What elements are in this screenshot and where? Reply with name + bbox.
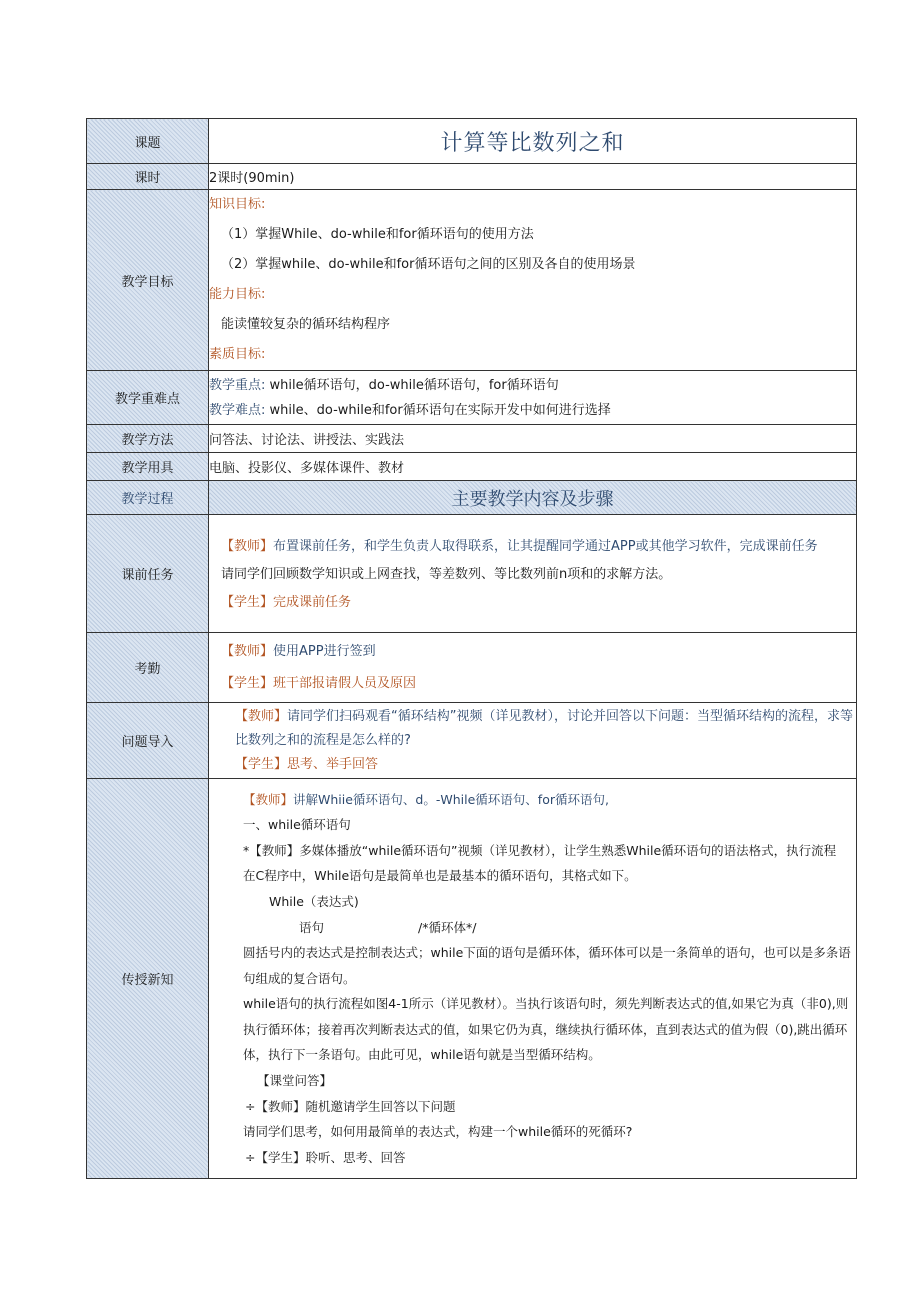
intro-content <box>209 703 857 779</box>
attendance-teacher <box>209 636 856 668</box>
pre-task-teacher-text: 布置课前任务，和学生负责人取得联系，让其提醒同学通过APP或其他学习软件，完成课前任务 <box>273 538 818 554</box>
pre-task-line2: 请同学们回顾数学知识或上网查找，等差数列、等比数列前n项和的求解方法。 <box>221 566 672 582</box>
row-keypoints <box>87 371 857 425</box>
teacher-tag: 【教师】 <box>243 791 294 807</box>
teacher-tag: 【教师】 <box>221 538 274 554</box>
knowledge-item-1: （1）掌握While、do-while和for循环语句的使用方法 <box>221 227 534 242</box>
attendance-teacher-text: 使用APP进行签到 <box>273 643 376 659</box>
intro-teacher-text: 请同学们扫码观看“循环结构”视频（详见教材），讨论并回答以下问题：当型循环结构的流程，求等比数列之和的流程是怎么样的? <box>235 708 853 748</box>
nk-code-stmt: 语句 <box>299 919 325 935</box>
student-tag: 【学生】 <box>235 756 288 772</box>
keypoints-label: 教学重难点 <box>87 371 209 425</box>
diff-label: 教学难点: <box>209 402 266 418</box>
topic-label: 课题 <box>87 119 209 164</box>
row-topic <box>87 119 857 164</box>
diff-text: while、do-while和for循环语句在实际开发中如何进行选择 <box>265 402 611 418</box>
nk-line-2: 一、while循环语句 <box>243 817 351 833</box>
nk-line-10: ÷【教师】随机邀请学生回答以下问题 <box>245 1098 456 1114</box>
student-tag: 【学生】 <box>221 594 274 610</box>
row-tools <box>87 453 857 481</box>
intro-label: 问题导入 <box>87 703 209 779</box>
attendance-label: 考勤 <box>87 633 209 703</box>
teacher-tag: 【教师】 <box>221 643 274 659</box>
nk-code-2 <box>231 915 854 941</box>
nk-line-7: 圆括号内的表达式是控制表达式；while下面的语句是循环体，循环体可以是一条简单的语句，也可以是多条语句组成的复合语句。 <box>243 945 851 986</box>
process-header-right: 主要教学内容及步骤 <box>209 481 857 515</box>
new-knowledge-content <box>209 779 857 1179</box>
nk-line-1-text: 讲解Whiie循环语句、d。-While循环语句、for循环语句, <box>293 791 609 807</box>
nk-line-9: 【课堂问答】 <box>257 1073 333 1089</box>
attendance-student-text: 班干部报请假人员及原因 <box>273 675 417 691</box>
intro-teacher <box>223 705 854 753</box>
key-point <box>209 373 856 398</box>
row-new-knowledge <box>87 779 857 1179</box>
intro-student-text: 思考、举手回答 <box>287 756 379 772</box>
keypoints-content <box>209 371 857 425</box>
attendance-content <box>209 633 857 703</box>
nk-line-11: 请同学们思考，如何用最简单的表达式，构建一个while循环的死循环? <box>243 1124 633 1140</box>
teacher-tag: 【教师】 <box>235 708 288 724</box>
process-header-left: 教学过程 <box>87 481 209 515</box>
row-pre-task <box>87 515 857 633</box>
quality-title: 素质目标: <box>209 347 266 362</box>
knowledge-title: 知识目标: <box>209 197 266 212</box>
pre-task-student-text: 完成课前任务 <box>273 594 352 610</box>
row-process-header <box>87 481 857 515</box>
student-tag: 【学生】 <box>221 675 274 691</box>
methods-label: 教学方法 <box>87 425 209 453</box>
pre-task-teacher <box>209 533 856 561</box>
topic-title: 计算等比数列之和 <box>209 119 857 164</box>
key-text: while循环语句，do-while循环语句，for循环语句 <box>265 377 559 393</box>
goals-label: 教学目标 <box>87 190 209 371</box>
row-intro <box>87 703 857 779</box>
ability-title: 能力目标: <box>209 287 266 302</box>
hours-label: 课时 <box>87 164 209 190</box>
nk-line-1 <box>231 787 854 813</box>
nk-code-comment: /*循环体*/ <box>418 919 477 935</box>
row-methods <box>87 425 857 453</box>
attendance-student <box>209 668 856 700</box>
nk-line-8: while语句的执行流程如图4-1所示（详见教材）。当执行该语句时，须先判断表达式的值,如果它为真（非0),则执行循环体；接着再次判断表达式的值，如果它仍为真，继续执行循环体，直到表达式的值为假（0),跳出循环体，执行下一条语句。由此可见，while语句就是当型循环结构。 <box>243 996 849 1063</box>
tools-label: 教学用具 <box>87 453 209 481</box>
row-attendance <box>87 633 857 703</box>
intro-student <box>223 753 854 777</box>
knowledge-item-2: （2）掌握while、do-while和for循环语句之间的区别及各自的使用场景 <box>221 257 636 272</box>
nk-line-3: *【教师】多媒体播放“while循环语句”视频（详见教材），让学生熟悉While循环语句的语法格式，执行流程 <box>243 842 837 858</box>
pre-task-content <box>209 515 857 633</box>
difficulty-point <box>209 398 856 423</box>
tools-value: 电脑、投影仪、多媒体课件、教材 <box>209 453 857 481</box>
nk-code-1: While（表达式) <box>269 893 359 909</box>
key-label: 教学重点: <box>209 377 266 393</box>
pre-task-student <box>209 589 856 617</box>
lesson-plan-table <box>86 118 857 1179</box>
row-hours <box>87 164 857 190</box>
nk-line-12: ÷【学生】聆听、思考、回答 <box>245 1149 406 1165</box>
ability-item-1: 能读懂较复杂的循环结构程序 <box>221 317 391 332</box>
nk-line-4: 在C程序中，While语句是最简单也是最基本的循环语句，其格式如下。 <box>243 868 637 884</box>
methods-value: 问答法、讨论法、讲授法、实践法 <box>209 425 857 453</box>
new-knowledge-label: 传授新知 <box>87 779 209 1179</box>
pre-task-label: 课前任务 <box>87 515 209 633</box>
hours-value: 2课时(90min) <box>209 164 857 190</box>
row-goals <box>87 190 857 371</box>
goals-content <box>209 190 857 371</box>
